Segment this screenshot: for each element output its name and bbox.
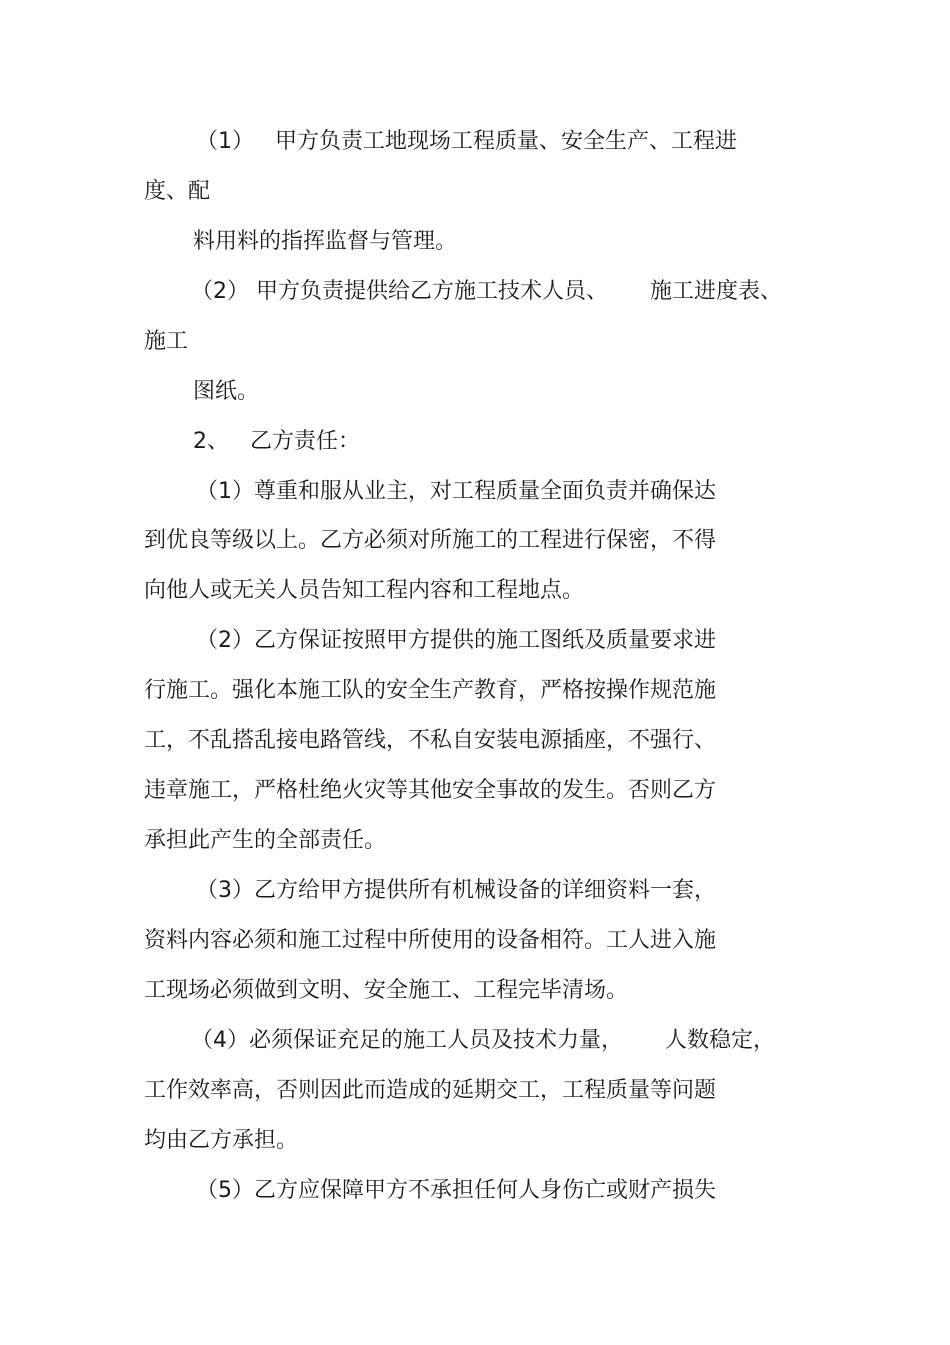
text-line: 工现场必须做到文明、安全施工、工程完毕清场。 (144, 978, 629, 1003)
text-line: 工作效率高，否则因此而造成的延期交工，工程质量等问题 (144, 1078, 717, 1103)
text-line: 到优良等级以上。乙方必须对所施工的工程进行保密，不得 (144, 528, 717, 553)
text-line: （2） 甲方负责提供给乙方施工技术人员、 施工进度表、 (191, 279, 782, 304)
text-line: 行施工。强化本施工队的安全生产教育，严格按操作规范施 (144, 678, 717, 703)
text-line: 料用料的指挥监督与管理。 (193, 229, 458, 254)
text-line: 违章施工，严格杜绝火灾等其他安全事故的发生。否则乙方 (144, 778, 717, 803)
text-line: 承担此产生的全部责任。 (144, 828, 387, 853)
text-line: （2）乙方保证按照甲方提供的施工图纸及质量要求进 (196, 628, 716, 653)
text-line: 工，不乱搭乱接电路管线，不私自安装电源插座，不强行、 (144, 728, 717, 753)
text-line: （3）乙方给甲方提供所有机械设备的详细资料一套， (196, 878, 716, 903)
text-line: 施工 (144, 329, 189, 354)
text-line: （1） 甲方负责工地现场工程质量、安全生产、工程进 (196, 129, 737, 154)
text-line: 均由乙方承担。 (144, 1128, 299, 1153)
text-line: （5）乙方应保障甲方不承担任何人身伤亡或财产损失 (196, 1178, 716, 1203)
text-line: （1）尊重和服从业主，对工程质量全面负责并确保达 (196, 479, 716, 504)
text-line: 度、配 (144, 179, 211, 204)
text-line: 2、 乙方责任： (193, 429, 360, 454)
text-line: 资料内容必须和施工过程中所使用的设备相符。工人进入施 (144, 928, 717, 953)
text-line: （4）必须保证充足的施工人员及技术力量， 人数稳定， (191, 1028, 775, 1053)
text-line: 向他人或无关人员告知工程内容和工程地点。 (144, 578, 585, 603)
text-line: 图纸。 (193, 379, 260, 404)
